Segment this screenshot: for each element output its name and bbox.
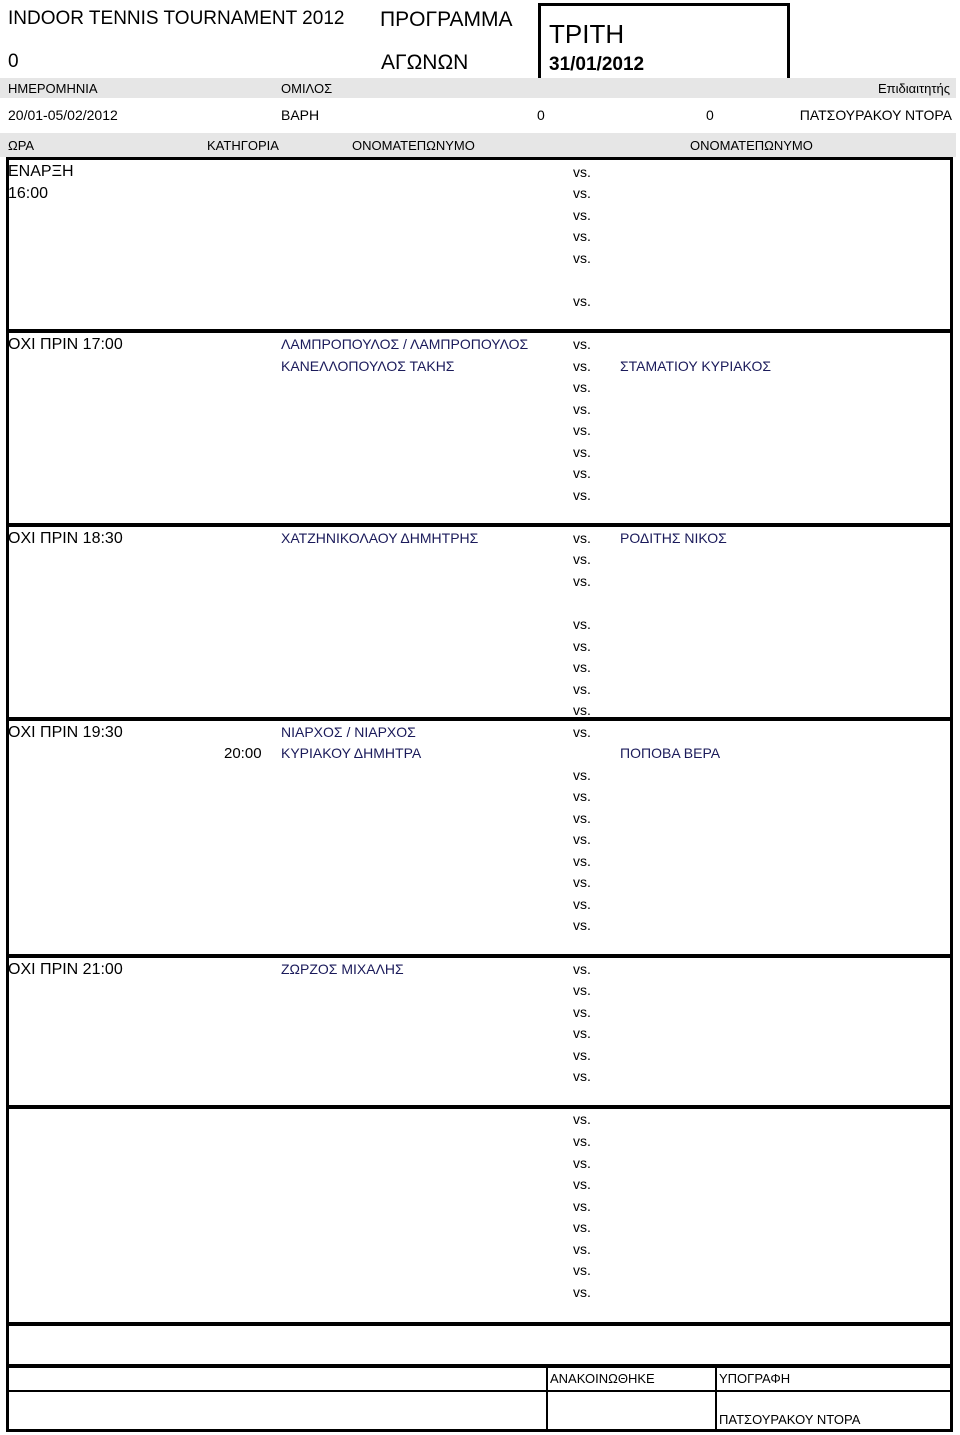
- footer-divider-1: [546, 1367, 548, 1431]
- player-right: ΣΤΑΜΑΤΙΟΥ ΚΥΡΙΑΚΟΣ: [620, 358, 772, 374]
- match-vs: vs.: [573, 961, 591, 977]
- footer-line-top: [6, 1390, 953, 1392]
- section-divider: [6, 717, 953, 721]
- col-player1-header: ΟΝΟΜΑΤΕΠΩΝΥΜΟ: [352, 138, 475, 153]
- player-left: ΚΑΝΕΛΛΟΠΟΥΛΟΣ ΤΑΚΗΣ: [281, 358, 455, 374]
- match-vs: vs.: [573, 444, 591, 460]
- match-vs: vs.: [573, 401, 591, 417]
- match-vs: vs.: [573, 1133, 591, 1149]
- group-value: ΒΑΡΗ: [281, 107, 320, 123]
- match-vs: vs.: [573, 1025, 591, 1041]
- info-value-2: 0: [706, 107, 714, 123]
- player-right: ΠΟΠΟΒΑ ΒΕΡΑ: [620, 745, 721, 761]
- sub-time: 20:00: [224, 745, 262, 762]
- signature-name: ΠΑΤΣΟΥΡΑΚΟΥ ΝΤΟΡΑ: [719, 1412, 861, 1427]
- footer-right: [950, 1364, 953, 1431]
- match-vs: vs.: [573, 573, 591, 589]
- match-vs: vs.: [573, 810, 591, 826]
- footer-divider-2: [715, 1367, 717, 1431]
- section-divider: [6, 1105, 953, 1109]
- match-vs: vs.: [573, 379, 591, 395]
- match-vs: vs.: [573, 250, 591, 266]
- section-1-time: 16:00: [8, 185, 49, 202]
- match-vs: vs.: [573, 185, 591, 201]
- program-title-line1: ΠΡΟΓΡΑΜΜΑ: [380, 8, 513, 31]
- referee-name: ΠΑΤΣΟΥΡΑΚΟΥ ΝΤΟΡΑ: [799, 107, 952, 123]
- match-vs: vs.: [573, 358, 591, 374]
- section-1-start: ΕΝΑΡΞΗ: [8, 163, 74, 180]
- group-label: ΟΜΙΛΟΣ: [281, 81, 333, 96]
- match-vs: vs.: [573, 1111, 591, 1127]
- match-vs: vs.: [573, 853, 591, 869]
- match-vs: vs.: [573, 1198, 591, 1214]
- player-left: ΧΑΤΖΗΝΙΚΟΛΑΟΥ ΔΗΜΗΤΡΗΣ: [281, 530, 479, 546]
- match-vs: vs.: [573, 487, 591, 503]
- match-vs: vs.: [573, 1241, 591, 1257]
- date-box: [538, 3, 790, 81]
- column-header-bar: [0, 133, 956, 157]
- tournament-title: INDOOR TENNIS TOURNAMENT 2012: [8, 8, 345, 29]
- date-range-label: ΗΜΕΡΟΜΗΝΙΑ: [8, 81, 98, 96]
- section-3-time: ΟΧΙ ΠΡΙΝ 18:30: [8, 530, 123, 547]
- match-vs: vs.: [573, 638, 591, 654]
- section-2-time: ΟΧΙ ΠΡΙΝ 17:00: [8, 336, 123, 353]
- player-right: ΡΟΔΙΤΗΣ ΝΙΚΟΣ: [620, 530, 727, 546]
- match-vs: vs.: [573, 681, 591, 697]
- section-4-time: ΟΧΙ ΠΡΙΝ 19:30: [8, 724, 123, 741]
- referee-label: Επιδιαιτητής: [877, 81, 950, 96]
- match-vs: vs.: [573, 1155, 591, 1171]
- match-vs: vs.: [573, 228, 591, 244]
- date-range: 20/01-05/02/2012: [8, 107, 118, 123]
- match-vs: vs.: [573, 465, 591, 481]
- match-vs: vs.: [573, 1004, 591, 1020]
- match-vs: vs.: [573, 336, 591, 352]
- section-divider: [6, 523, 953, 527]
- announced-label: ΑΝΑΚΟΙΝΩΘΗΚΕ: [550, 1371, 655, 1386]
- section-divider: [6, 1364, 953, 1368]
- labels-bar: [0, 78, 956, 98]
- match-vs: vs.: [573, 831, 591, 847]
- match-vs: vs.: [573, 788, 591, 804]
- signature-label: ΥΠΟΓΡΑΦΗ: [719, 1371, 791, 1386]
- match-vs: vs.: [573, 1068, 591, 1084]
- match-vs: vs.: [573, 917, 591, 933]
- match-vs: vs.: [573, 422, 591, 438]
- player-left: ΚΥΡΙΑΚΟΥ ΔΗΜΗΤΡΑ: [281, 745, 422, 761]
- match-vs: vs.: [573, 724, 591, 740]
- match-vs: vs.: [573, 874, 591, 890]
- match-vs: vs.: [573, 616, 591, 632]
- section-divider: [6, 1322, 953, 1326]
- player-left: ΖΩΡΖΟΣ ΜΙΧΑΛΗΣ: [281, 961, 404, 977]
- match-vs: vs.: [573, 530, 591, 546]
- match-vs: vs.: [573, 1284, 591, 1300]
- match-vs: vs.: [573, 1047, 591, 1063]
- info-value-1: 0: [537, 107, 545, 123]
- match-vs: vs.: [573, 702, 591, 718]
- match-vs: vs.: [573, 1219, 591, 1235]
- tournament-code: 0: [8, 51, 19, 72]
- footer-bottom: [6, 1429, 953, 1432]
- match-vs: vs.: [573, 164, 591, 180]
- match-vs: vs.: [573, 293, 591, 309]
- player-left: ΝΙΑΡΧΟΣ / ΝΙΑΡΧΟΣ: [281, 724, 416, 740]
- match-vs: vs.: [573, 1262, 591, 1278]
- match-vs: vs.: [573, 896, 591, 912]
- program-title-line2: ΑΓΩΝΩΝ: [381, 51, 469, 74]
- match-vs: vs.: [573, 207, 591, 223]
- col-player2-header: ΟΝΟΜΑΤΕΠΩΝΥΜΟ: [690, 138, 813, 153]
- player-left: ΛΑΜΠΡΟΠΟΥΛΟΣ / ΛΑΜΠΡΟΠΟΥΛΟΣ: [281, 336, 529, 352]
- col-category-header: ΚΑΤΗΓΟΡΙΑ: [207, 138, 279, 153]
- section-divider: [6, 954, 953, 958]
- match-vs: vs.: [573, 1176, 591, 1192]
- col-time-header: ΩΡΑ: [8, 138, 35, 153]
- day-name: ΤΡΙΤΗ: [549, 19, 625, 49]
- match-vs: vs.: [573, 982, 591, 998]
- match-vs: vs.: [573, 767, 591, 783]
- section-divider: [6, 329, 953, 333]
- footer-left: [6, 1364, 9, 1431]
- match-vs: vs.: [573, 659, 591, 675]
- section-5-time: ΟΧΙ ΠΡΙΝ 21:00: [8, 961, 123, 978]
- schedule-date: 31/01/2012: [549, 54, 645, 75]
- frame-right: [950, 157, 953, 1367]
- frame-top: [6, 157, 953, 160]
- match-vs: vs.: [573, 551, 591, 567]
